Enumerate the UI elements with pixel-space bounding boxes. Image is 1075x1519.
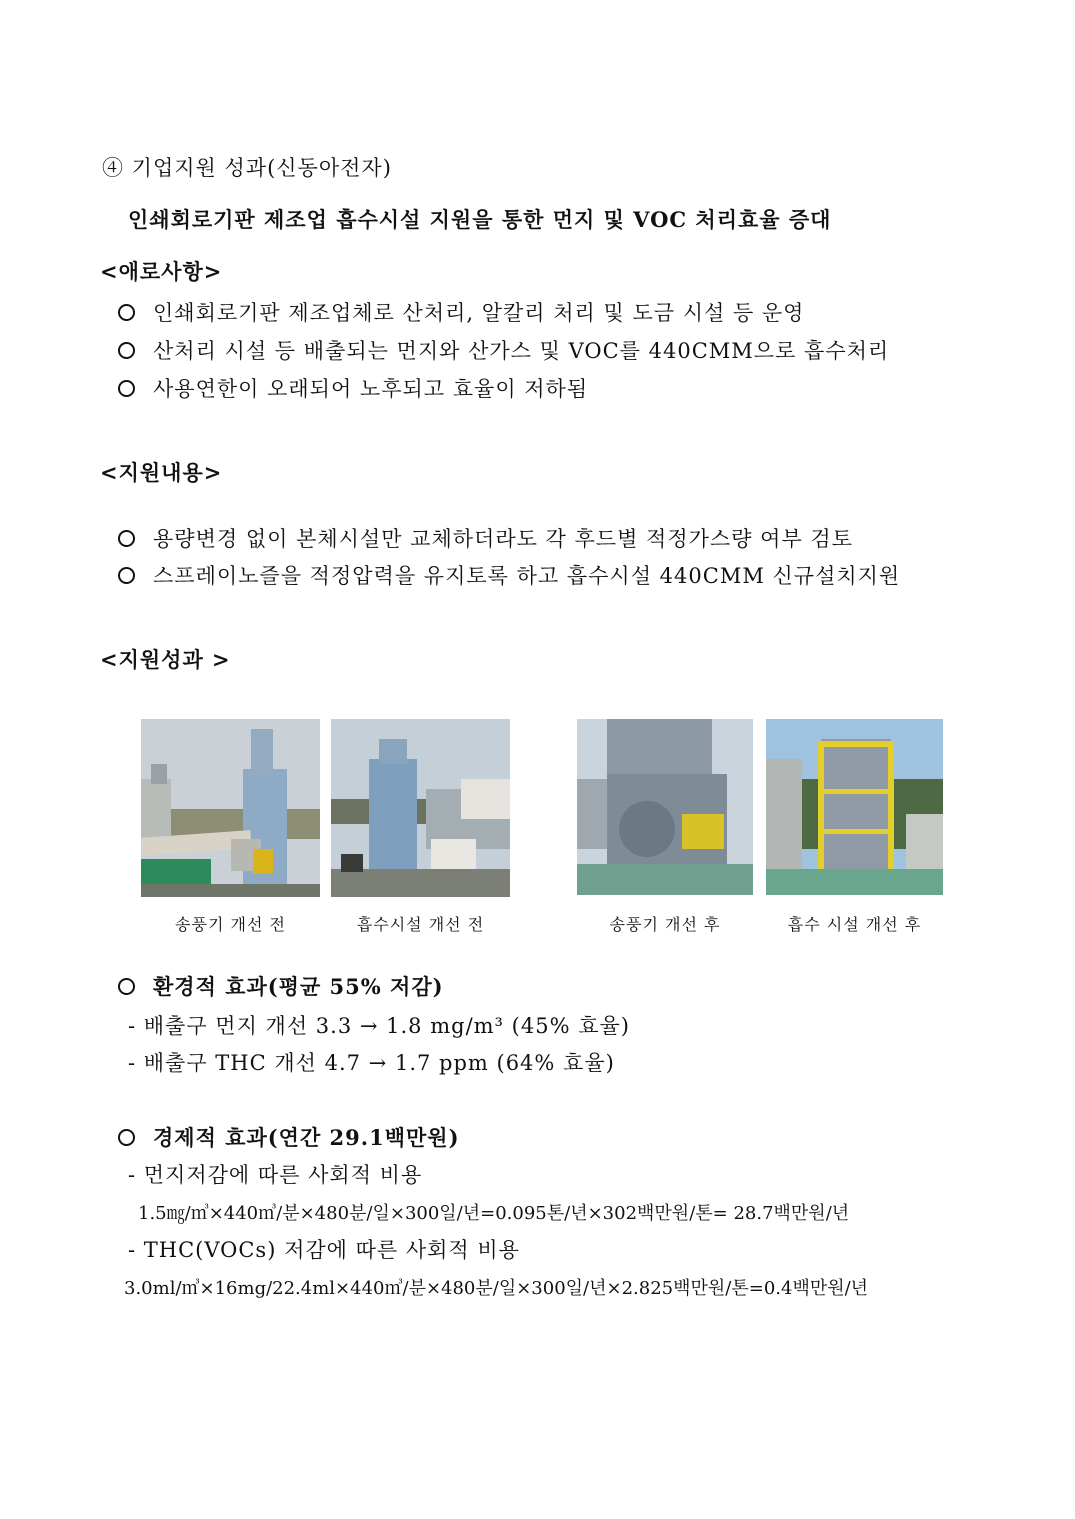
circle-bullet-icon [118,380,135,397]
difficulty-item: 사용연한이 오래되어 노후되고 효율이 저하됨 [118,373,588,403]
photo-blower-before [141,719,320,897]
page-subtitle: 인쇄회로기판 제조업 흡수시설 지원을 통한 먼지 및 VOC 처리효율 증대 [128,207,832,232]
difficulty-item: 산처리 시설 등 배출되는 먼지와 산가스 및 VOC를 440CMM으로 흡수처리 [118,335,889,365]
photo-caption: 송풍기 개선 전 [175,915,286,934]
economic-thc-calc: 3.0ml/㎥×16mg/22.4ml×440㎥/분×480분/일×300일/년×2.825백만원/톤=0.4백만원/년 [124,1278,869,1299]
economic-heading: 경제적 효과(연간 29.1백만원) [118,1122,460,1152]
photo-blower-after [577,719,753,895]
environmental-dust-line: - 배출구 먼지 개선 3.3 → 1.8 mg/m³ (45% 효율) [128,1014,630,1038]
support-heading: <지원내용> [100,460,223,485]
difficulty-item: 인쇄회로기판 제조업체로 산처리, 알칼리 처리 및 도금 시설 등 운영 [118,297,804,327]
photo-caption: 흡수시설 개선 전 [356,915,485,934]
support-item: 용량변경 없이 본체시설만 교체하더라도 각 후드별 적정가스량 여부 검토 [118,523,853,553]
photo-caption: 흡수 시설 개선 후 [787,915,922,934]
support-item: 스프레이노즐을 적정압력을 유지토록 하고 흡수시설 440CMM 신규설치지원 [118,560,900,590]
circle-bullet-icon [118,530,135,547]
circle-bullet-icon [118,1129,135,1146]
results-heading: <지원성과 > [100,647,231,672]
circle-bullet-icon [118,567,135,584]
circle-bullet-icon [118,304,135,321]
circle-bullet-icon [118,978,135,995]
page-title: ④ 기업지원 성과(신동아전자) [102,156,392,180]
environmental-heading: 환경적 효과(평균 55% 저감) [118,971,444,1001]
photo-absorber-after [766,719,943,895]
economic-thc-line: - THC(VOCs) 저감에 따른 사회적 비용 [128,1238,520,1262]
economic-dust-line: - 먼지저감에 따른 사회적 비용 [128,1163,423,1187]
economic-dust-calc: 1.5㎎/㎥×440㎥/분×480분/일×300일/년=0.095톤/년×302백만원/톤= 28.7백만원/년 [138,1203,850,1224]
photo-absorber-before [331,719,510,897]
environmental-thc-line: - 배출구 THC 개선 4.7 → 1.7 ppm (64% 효율) [128,1051,615,1075]
difficulties-heading: <애로사항> [100,259,223,284]
circle-bullet-icon [118,342,135,359]
photo-caption: 송풍기 개선 후 [609,915,721,934]
